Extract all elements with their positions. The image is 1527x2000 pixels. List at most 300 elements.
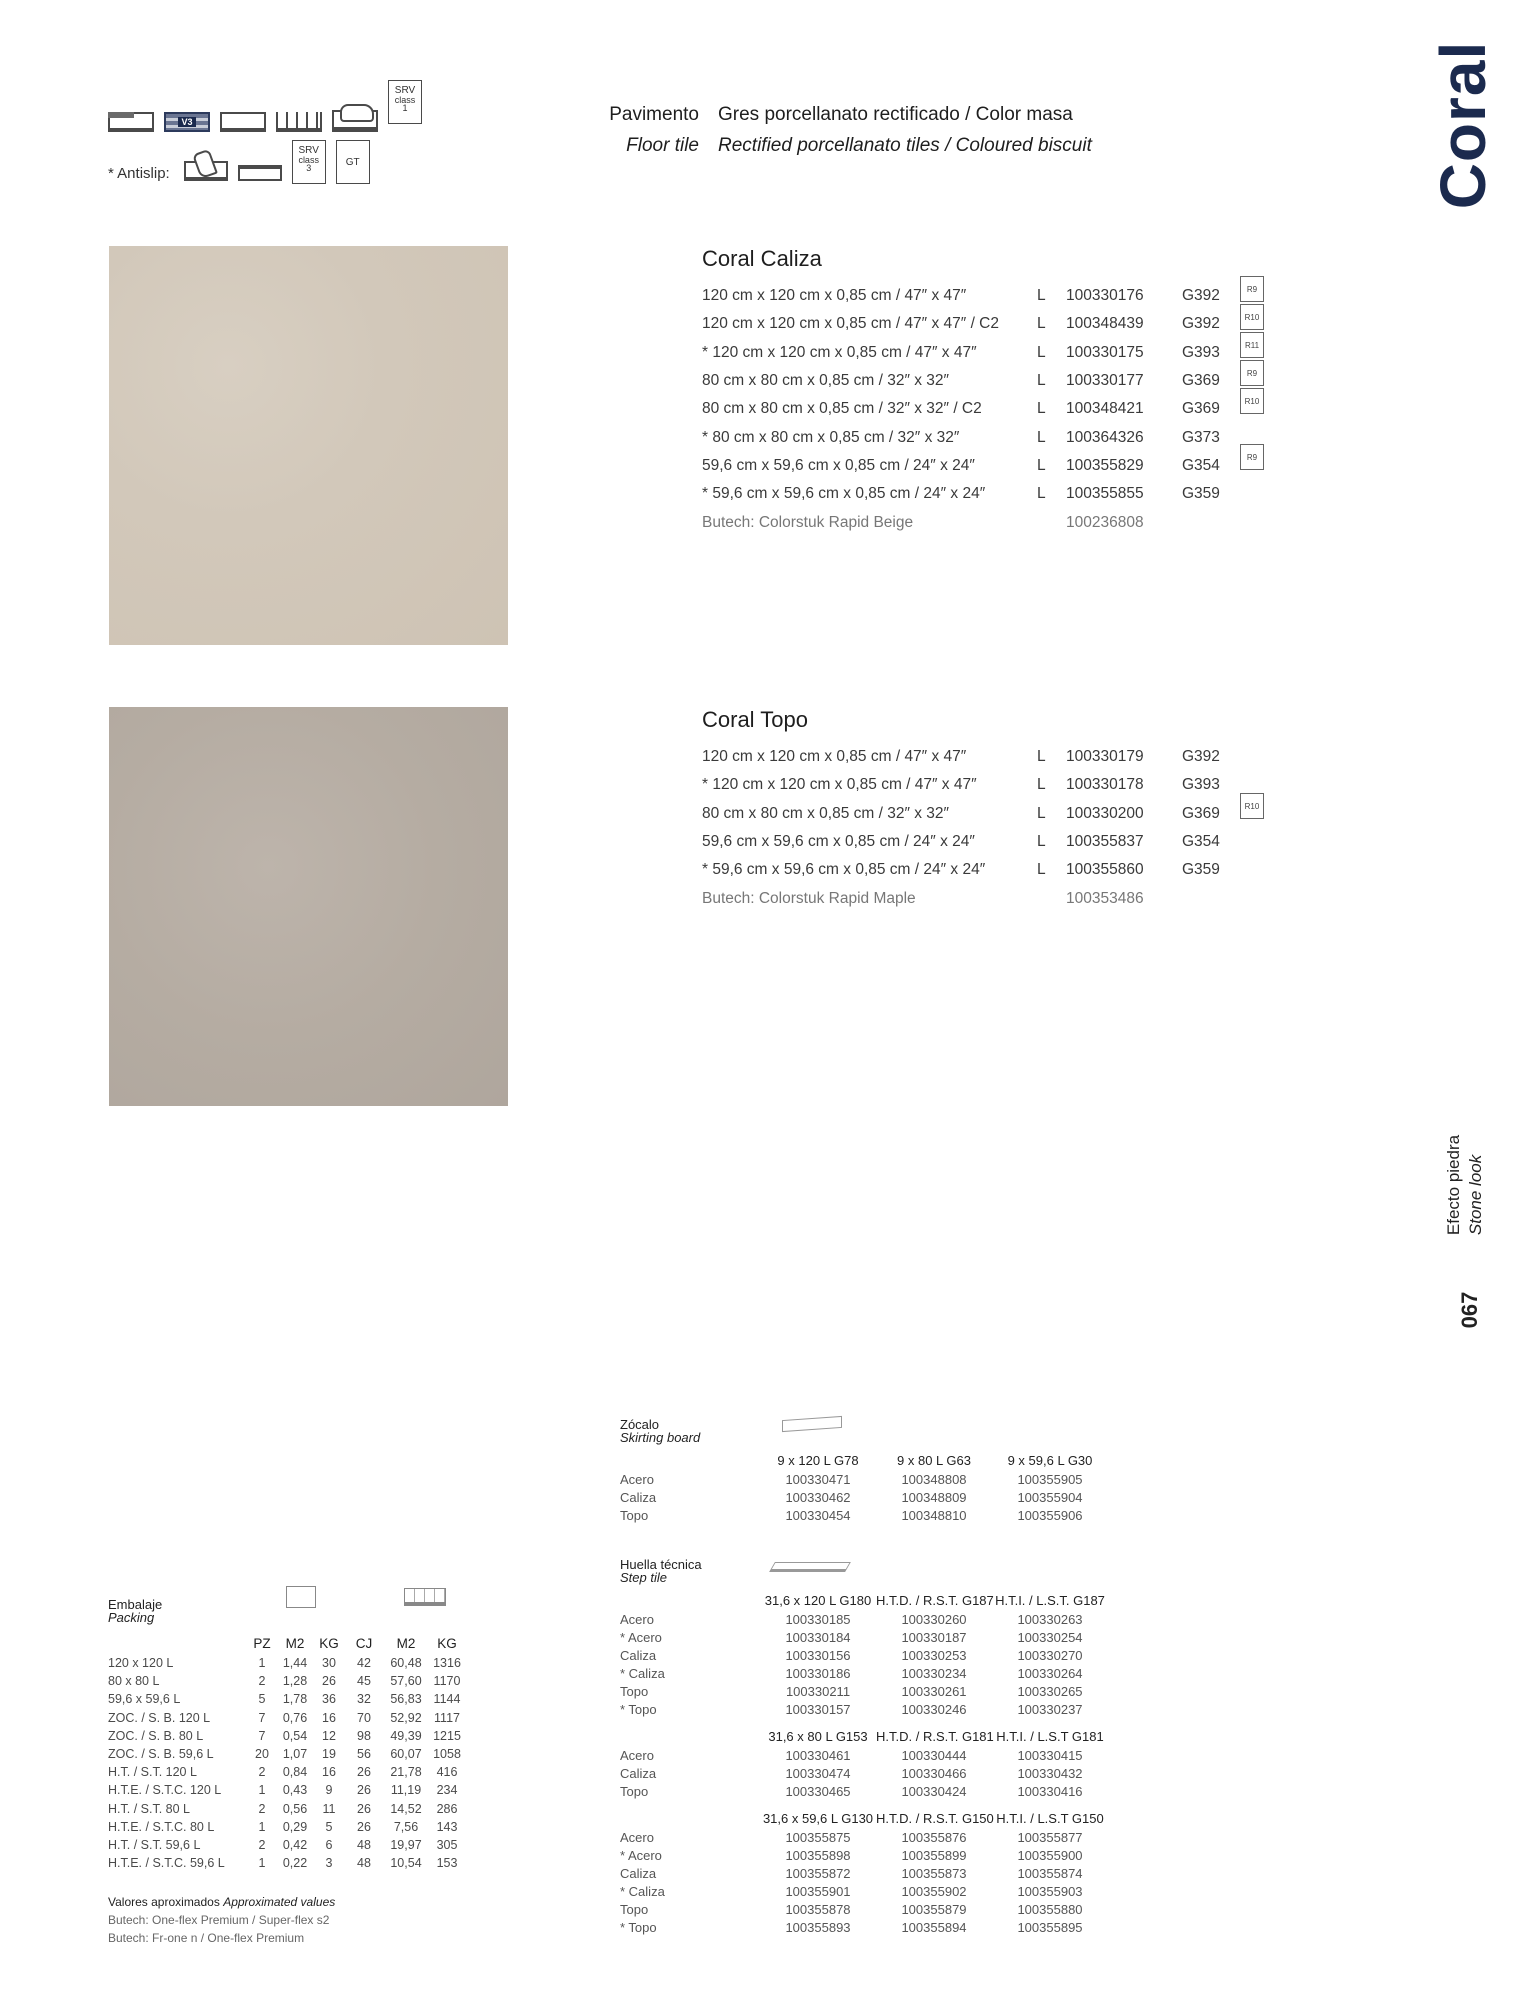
kg-box: 16 xyxy=(322,1765,336,1780)
code: 100355900 xyxy=(1017,1847,1083,1863)
srv-class-text: class xyxy=(394,95,416,105)
code: 100355873 xyxy=(901,1865,967,1881)
m2-box: 0,84 xyxy=(282,1765,308,1780)
packing-row xyxy=(108,1800,466,1818)
group: G354 xyxy=(1182,833,1220,851)
size: 120 cm x 120 cm x 0,85 cm / 47″ x 47″ / C2 xyxy=(702,315,999,333)
size: * 59,6 cm x 59,6 cm x 0,85 cm / 24″ x 24″ xyxy=(702,861,986,879)
code: 100330177 xyxy=(1066,372,1144,390)
accessory-row xyxy=(620,1746,1108,1764)
edge: L xyxy=(1037,287,1046,305)
color-label: * Caliza xyxy=(620,1665,665,1681)
m2-pallet: 60,48 xyxy=(390,1656,422,1671)
color-label: Topo xyxy=(620,1901,649,1917)
size: 80 cm x 80 cm x 0,85 cm / 32″ x 32″ xyxy=(702,372,950,390)
col-header: 9 x 80 L G63 xyxy=(897,1452,971,1468)
cj: 48 xyxy=(357,1856,371,1871)
shoe-traffic-icon xyxy=(332,110,378,132)
product-coral-caliza xyxy=(702,246,1302,537)
edge: L xyxy=(1037,400,1046,418)
skirting-title-en: Skirting board xyxy=(620,1430,701,1445)
packing-row xyxy=(108,1763,466,1781)
cj: 98 xyxy=(357,1728,371,1743)
step-title xyxy=(620,1558,1108,1584)
row-label: H.T.E. / S.T.C. 80 L xyxy=(108,1819,215,1834)
approx-es: Valores aproximados xyxy=(108,1895,220,1909)
collection-title xyxy=(1418,40,1508,210)
row-label: ZOC. / S. B. 80 L xyxy=(108,1728,204,1743)
pz: 1 xyxy=(258,1656,266,1671)
code: 100348808 xyxy=(901,1471,967,1487)
header-label-es: Pavimento xyxy=(609,104,699,125)
page-number-text: 067 xyxy=(1457,1291,1482,1329)
group: G393 xyxy=(1182,776,1220,794)
col-header: H.T.I. / L.S.T G150 xyxy=(996,1810,1104,1826)
col-header: 31,6 x 80 L G153 xyxy=(768,1728,868,1744)
pz: 2 xyxy=(258,1765,266,1780)
m2-pallet: 57,60 xyxy=(390,1674,422,1689)
color-label: Topo xyxy=(620,1507,649,1523)
accessory-row xyxy=(620,1918,1108,1936)
step-group-header xyxy=(620,1808,1108,1828)
cj: 32 xyxy=(357,1692,371,1707)
step-title-en: Step tile xyxy=(620,1570,667,1585)
col-header: H.T.D. / R.S.T. G181 xyxy=(876,1728,994,1744)
code: 100330184 xyxy=(785,1629,851,1645)
accessory-row xyxy=(620,1664,1108,1682)
accessory-row xyxy=(620,1646,1108,1664)
code: 100330186 xyxy=(785,1665,851,1681)
product-row xyxy=(702,282,1302,310)
product-row xyxy=(702,367,1302,395)
group: G354 xyxy=(1182,456,1220,474)
kg-box: 16 xyxy=(322,1710,336,1725)
code: 100355855 xyxy=(1066,485,1144,503)
code: 100330175 xyxy=(1066,343,1144,361)
packing-row xyxy=(108,1654,466,1672)
row-label: 80 x 80 L xyxy=(108,1674,160,1689)
code: 100330461 xyxy=(785,1747,851,1763)
m2-box: 0,43 xyxy=(282,1783,308,1798)
row-label: 120 x 120 L xyxy=(108,1656,174,1671)
header-desc-es: Gres porcellanato rectificado / Color masa xyxy=(718,104,1073,125)
pz: 2 xyxy=(258,1837,266,1852)
step-title-es: Huella técnica xyxy=(620,1557,702,1572)
size: 80 cm x 80 cm x 0,85 cm / 32″ x 32″ / C2 xyxy=(702,400,982,418)
group: G359 xyxy=(1182,485,1220,503)
code: 100330176 xyxy=(1066,287,1144,305)
packing-section xyxy=(108,1598,478,1872)
packing-row xyxy=(108,1854,466,1872)
m2-box: 0,54 xyxy=(282,1728,308,1743)
butech-note-1: Butech: One-flex Premium / Super-flex s2 xyxy=(108,1913,330,1927)
m2-pallet: 10,54 xyxy=(390,1856,422,1871)
kg-box: 30 xyxy=(322,1656,336,1671)
code: 100348809 xyxy=(901,1489,967,1505)
packing-title-es: Embalaje xyxy=(108,1597,163,1612)
gt-icon xyxy=(336,140,370,184)
col-m2-pallet: M2 xyxy=(396,1635,416,1651)
butech-label: Butech: Colorstuk Rapid Maple xyxy=(702,889,916,907)
foot-slip-icon xyxy=(184,161,228,181)
pz: 1 xyxy=(258,1819,266,1834)
m2-pallet: 52,92 xyxy=(390,1710,422,1725)
code: 100330424 xyxy=(901,1783,967,1799)
product-row xyxy=(702,310,1302,338)
color-label: Acero xyxy=(620,1471,654,1487)
code: 100330254 xyxy=(1017,1629,1083,1645)
kg-pallet: 416 xyxy=(436,1765,458,1780)
code: 100330211 xyxy=(785,1683,851,1699)
color-label: Caliza xyxy=(620,1765,657,1781)
pz: 7 xyxy=(258,1728,266,1743)
pz: 5 xyxy=(258,1692,266,1707)
product-row xyxy=(702,743,1302,771)
m2-box: 0,56 xyxy=(282,1801,308,1816)
col-header: 9 x 120 L G78 xyxy=(777,1452,859,1468)
code: 100355879 xyxy=(901,1901,967,1917)
size: * 120 cm x 120 cm x 0,85 cm / 47″ x 47″ xyxy=(702,343,977,361)
butech-note-2: Butech: Fr-one n / One-flex Premium xyxy=(108,1931,305,1945)
collection-title-text: Coral xyxy=(1427,40,1499,210)
pz: 1 xyxy=(258,1856,266,1871)
product-row xyxy=(702,771,1302,799)
code: 100330200 xyxy=(1066,804,1144,822)
product-row xyxy=(702,452,1302,480)
m2-pallet: 21,78 xyxy=(390,1765,422,1780)
kg-box: 36 xyxy=(322,1692,336,1707)
product-row xyxy=(702,800,1302,828)
code: 100348810 xyxy=(901,1507,967,1523)
pz: 1 xyxy=(258,1783,266,1798)
color-label: * Topo xyxy=(620,1701,657,1717)
pz: 2 xyxy=(258,1801,266,1816)
product-row xyxy=(702,423,1302,451)
kg-pallet: 1170 xyxy=(433,1674,461,1689)
group: G392 xyxy=(1182,748,1220,766)
row-label: ZOC. / S. B. 120 L xyxy=(108,1710,211,1725)
color-label: Acero xyxy=(620,1611,654,1627)
slip-rating-badge: R10 xyxy=(1240,388,1264,414)
group: G373 xyxy=(1182,428,1220,446)
size: 120 cm x 120 cm x 0,85 cm / 47″ x 47″ xyxy=(702,287,967,305)
code: 100330178 xyxy=(1066,776,1144,794)
m2-pallet: 14,52 xyxy=(390,1801,422,1816)
row-label: ZOC. / S. B. 59,6 L xyxy=(108,1747,214,1762)
butech-row xyxy=(702,508,1302,536)
code: 100330246 xyxy=(901,1701,967,1717)
product-row xyxy=(702,828,1302,856)
code: 100330157 xyxy=(785,1701,851,1717)
product-rows xyxy=(702,743,1302,913)
col-kg-pallet: KG xyxy=(437,1635,457,1651)
product-row xyxy=(702,339,1302,367)
butech-code: 100353486 xyxy=(1066,889,1144,907)
code: 100355905 xyxy=(1017,1471,1083,1487)
code: 100355903 xyxy=(1017,1883,1083,1899)
code: 100330444 xyxy=(901,1747,967,1763)
edge: L xyxy=(1037,315,1046,333)
kg-pallet: 286 xyxy=(436,1801,458,1816)
row-label: H.T. / S.T. 59,6 L xyxy=(108,1837,201,1852)
accessory-row xyxy=(620,1828,1108,1846)
gt-text: GT xyxy=(345,156,360,168)
floor-tile-icon xyxy=(220,112,266,132)
m2-box: 0,76 xyxy=(282,1710,308,1725)
col-m2-box: M2 xyxy=(285,1635,305,1651)
kg-box: 19 xyxy=(322,1747,336,1762)
code: 100330454 xyxy=(785,1507,851,1523)
edge: L xyxy=(1037,485,1046,503)
srv-class-text: class xyxy=(298,155,319,165)
cj: 45 xyxy=(357,1674,371,1689)
code: 100355898 xyxy=(785,1847,851,1863)
m2-pallet: 60,07 xyxy=(390,1747,422,1762)
product-row xyxy=(702,480,1302,508)
code: 100330474 xyxy=(785,1765,851,1781)
kg-pallet: 1144 xyxy=(433,1692,461,1707)
color-label: * Topo xyxy=(620,1919,657,1935)
step-group-header xyxy=(620,1726,1108,1746)
code: 100330253 xyxy=(901,1647,967,1663)
cj: 48 xyxy=(357,1837,371,1852)
code: 100348421 xyxy=(1066,400,1144,418)
size: 80 cm x 80 cm x 0,85 cm / 32″ x 32″ xyxy=(702,804,950,822)
code: 100355877 xyxy=(1017,1829,1083,1845)
approx-note xyxy=(108,1893,335,1911)
srv-text: SRV xyxy=(394,85,416,96)
kg-box: 11 xyxy=(322,1801,336,1816)
kg-box: 6 xyxy=(325,1837,333,1852)
topo-tile-swatch xyxy=(109,707,508,1106)
cj: 56 xyxy=(357,1747,371,1762)
size: 59,6 cm x 59,6 cm x 0,85 cm / 24″ x 24″ xyxy=(702,456,975,474)
color-label: Caliza xyxy=(620,1865,657,1881)
code: 100355899 xyxy=(901,1847,967,1863)
row-label: H.T. / S.T. 80 L xyxy=(108,1801,190,1816)
m2-box: 1,44 xyxy=(282,1656,308,1671)
cj: 26 xyxy=(357,1783,371,1798)
kg-box: 9 xyxy=(325,1783,333,1798)
box-icon xyxy=(286,1586,316,1608)
code: 100330179 xyxy=(1066,748,1144,766)
srv-class-1-icon xyxy=(388,80,422,124)
row-label: H.T.E. / S.T.C. 59,6 L xyxy=(108,1856,225,1871)
color-label: Topo xyxy=(620,1683,649,1699)
edge: L xyxy=(1037,861,1046,879)
antislip-surface-icon xyxy=(238,165,282,181)
code: 100355893 xyxy=(785,1919,851,1935)
code: 100330156 xyxy=(785,1647,851,1663)
code: 100330265 xyxy=(1017,1683,1083,1699)
pallet-icon xyxy=(404,1588,446,1606)
code: 100330416 xyxy=(1017,1783,1083,1799)
code: 100330263 xyxy=(1017,1611,1083,1627)
group: G393 xyxy=(1182,343,1220,361)
m2-pallet: 49,39 xyxy=(390,1728,422,1743)
packing-row xyxy=(108,1745,466,1763)
category-es: Efecto piedra xyxy=(1444,1134,1463,1236)
slip-rating-badge: R10 xyxy=(1240,304,1264,330)
packing-header-row xyxy=(108,1632,466,1654)
v3-label: V3 xyxy=(178,117,195,127)
accessory-row xyxy=(620,1488,1108,1506)
m2-box: 0,22 xyxy=(282,1856,308,1871)
edge-tile-icon xyxy=(108,112,154,132)
header-label-en: Floor tile xyxy=(626,135,699,156)
kg-pallet: 1316 xyxy=(433,1656,461,1671)
cj: 26 xyxy=(357,1765,371,1780)
usage-icons-row xyxy=(108,80,422,132)
code: 100355872 xyxy=(785,1865,851,1881)
code: 100330466 xyxy=(901,1765,967,1781)
code: 100330462 xyxy=(785,1489,851,1505)
product-rows xyxy=(702,282,1302,537)
color-label: Caliza xyxy=(620,1489,657,1505)
code: 100364326 xyxy=(1066,428,1144,446)
code: 100355895 xyxy=(1017,1919,1083,1935)
col-header: 31,6 x 120 L G180 xyxy=(764,1592,872,1608)
wall-texture-icon xyxy=(276,112,322,132)
code: 100330261 xyxy=(901,1683,967,1699)
m2-pallet: 11,19 xyxy=(390,1783,422,1798)
kg-pallet: 1117 xyxy=(434,1710,460,1725)
packing-table xyxy=(108,1632,466,1872)
step-tile-section xyxy=(620,1558,1108,1936)
pz: 20 xyxy=(255,1747,269,1762)
kg-box: 26 xyxy=(322,1674,336,1689)
step-group-header xyxy=(620,1590,1108,1610)
code: 100330234 xyxy=(901,1665,967,1681)
code: 100330471 xyxy=(785,1471,851,1487)
m2-pallet: 56,83 xyxy=(390,1692,422,1707)
category-en: Stone look xyxy=(1466,1154,1485,1236)
packing-row xyxy=(108,1709,466,1727)
accessory-row xyxy=(620,1782,1108,1800)
page-number xyxy=(1450,1285,1490,1335)
accessory-row xyxy=(620,1900,1108,1918)
v3-variation-icon xyxy=(164,112,210,132)
kg-pallet: 1058 xyxy=(433,1747,461,1762)
m2-pallet: 7,56 xyxy=(393,1819,419,1834)
slip-rating-badge: R10 xyxy=(1240,793,1264,819)
cj: 42 xyxy=(357,1656,371,1671)
m2-box: 0,42 xyxy=(282,1837,308,1852)
accessory-row xyxy=(620,1864,1108,1882)
code: 100330270 xyxy=(1017,1647,1083,1663)
antislip-icons-row xyxy=(108,140,370,184)
srv-text: SRV xyxy=(298,145,319,156)
slip-rating-badge: R9 xyxy=(1240,276,1264,302)
kg-pallet: 153 xyxy=(436,1856,458,1871)
category-label xyxy=(1430,1110,1500,1260)
size: * 59,6 cm x 59,6 cm x 0,85 cm / 24″ x 24″ xyxy=(702,485,986,503)
skirting-header xyxy=(620,1450,1108,1470)
srv-class-number: 1 xyxy=(402,103,408,113)
accessory-row xyxy=(620,1764,1108,1782)
code: 100330237 xyxy=(1017,1701,1083,1717)
code: 100330260 xyxy=(901,1611,967,1627)
cj: 26 xyxy=(357,1819,371,1834)
product-row xyxy=(702,856,1302,884)
group: G369 xyxy=(1182,400,1220,418)
color-label: Topo xyxy=(620,1783,649,1799)
accessory-row xyxy=(620,1700,1108,1718)
color-label: * Acero xyxy=(620,1847,662,1863)
edge: L xyxy=(1037,776,1046,794)
code: 100330415 xyxy=(1017,1747,1083,1763)
m2-box: 0,29 xyxy=(282,1819,308,1834)
col-kg-box: KG xyxy=(319,1635,339,1651)
col-cj: CJ xyxy=(355,1635,373,1651)
edge: L xyxy=(1037,833,1046,851)
butech-row xyxy=(702,884,1302,912)
slip-rating-badge: R9 xyxy=(1240,444,1264,470)
code: 100355880 xyxy=(1017,1901,1083,1917)
accessory-row xyxy=(620,1846,1108,1864)
m2-box: 1,07 xyxy=(282,1747,308,1762)
pz: 7 xyxy=(258,1710,266,1725)
code: 100355837 xyxy=(1066,833,1144,851)
row-label: H.T. / S.T. 120 L xyxy=(108,1765,197,1780)
col-header: H.T.I. / L.S.T G181 xyxy=(996,1728,1104,1744)
size: 120 cm x 120 cm x 0,85 cm / 47″ x 47″ xyxy=(702,748,967,766)
m2-box: 1,78 xyxy=(282,1692,308,1707)
edge: L xyxy=(1037,748,1046,766)
group: G359 xyxy=(1182,861,1220,879)
skirting-section xyxy=(620,1418,1108,1524)
pz: 2 xyxy=(258,1674,266,1689)
product-title: Coral Topo xyxy=(702,707,808,732)
kg-pallet: 234 xyxy=(436,1783,458,1798)
code: 100330465 xyxy=(785,1783,851,1799)
color-label: Acero xyxy=(620,1747,654,1763)
packing-row xyxy=(108,1727,466,1745)
antislip-label: * Antislip: xyxy=(108,164,170,182)
code: 100355829 xyxy=(1066,456,1144,474)
product-title: Coral Caliza xyxy=(702,246,822,271)
color-label: Caliza xyxy=(620,1647,657,1663)
col-header: 31,6 x 59,6 L G130 xyxy=(762,1810,874,1826)
skirting-title xyxy=(620,1418,1108,1444)
group: G369 xyxy=(1182,372,1220,390)
srv-class-number: 3 xyxy=(306,163,312,173)
group: G392 xyxy=(1182,315,1220,333)
code: 100355860 xyxy=(1066,861,1144,879)
accessory-row xyxy=(620,1506,1108,1524)
group: G392 xyxy=(1182,287,1220,305)
code: 100355906 xyxy=(1017,1507,1083,1523)
accessory-row xyxy=(620,1682,1108,1700)
edge: L xyxy=(1037,804,1046,822)
color-label: * Caliza xyxy=(620,1883,665,1899)
cj: 70 xyxy=(357,1710,371,1725)
code: 100330264 xyxy=(1017,1665,1083,1681)
kg-pallet: 1215 xyxy=(433,1728,461,1743)
group: G369 xyxy=(1182,804,1220,822)
color-label: * Acero xyxy=(620,1629,662,1645)
col-header: 9 x 59,6 L G30 xyxy=(1007,1452,1093,1468)
cj: 26 xyxy=(357,1801,371,1816)
size: * 120 cm x 120 cm x 0,85 cm / 47″ x 47″ xyxy=(702,776,977,794)
caliza-tile-swatch xyxy=(109,246,508,645)
code: 100355902 xyxy=(901,1883,967,1899)
code: 100330432 xyxy=(1017,1765,1083,1781)
col-header: H.T.D. / R.S.T. G150 xyxy=(876,1810,994,1826)
header-desc-en: Rectified porcellanato tiles / Coloured biscuit xyxy=(718,135,1092,156)
skirting-title-es: Zócalo xyxy=(620,1417,660,1432)
code: 100330185 xyxy=(785,1611,851,1627)
